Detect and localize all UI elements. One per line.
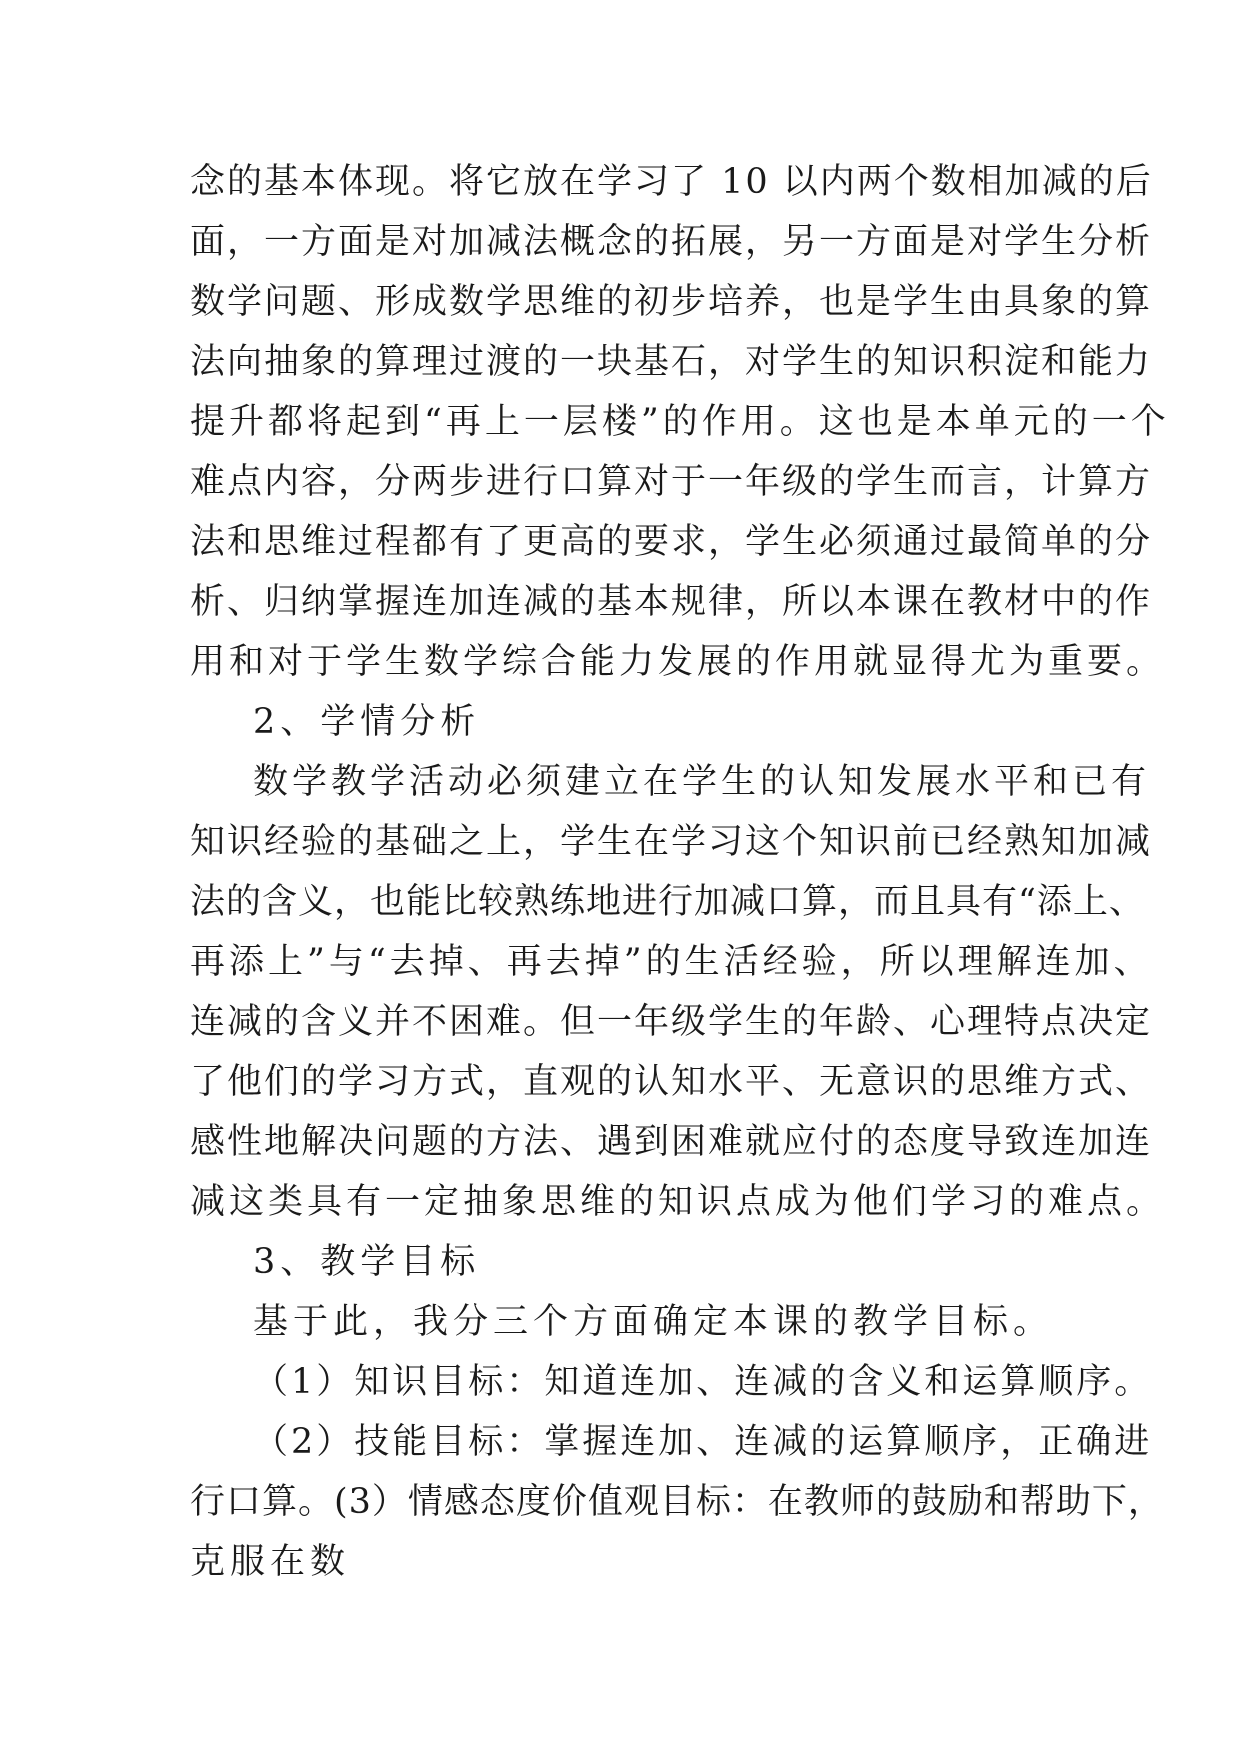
- paragraph-line: 用和对于学生数学综合能力发展的作用就显得尤为重要。: [190, 642, 1166, 682]
- paragraph-line: 数学教学活动必须建立在学生的认知发展水平和已有: [253, 762, 1151, 802]
- paragraph-line: 念的基本体现。将它放在学习了 10 以内两个数相加减的后: [190, 162, 1153, 202]
- paragraph-line: 法的含义，也能比较熟练地进行加减口算，而且具有“添上、: [190, 882, 1145, 922]
- paragraph-line: 提升都将起到“再上一层楼”的作用。这也是本单元的一个: [190, 402, 1170, 442]
- paragraph-line: 行口算。(3）情感态度价值观目标：在教师的鼓励和帮助下，: [190, 1482, 1164, 1522]
- paragraph-line: 法和思维过程都有了更高的要求，学生必须通过最简单的分: [190, 522, 1153, 562]
- paragraph-line: 知识经验的基础之上，学生在学习这个知识前已经熟知加减: [190, 822, 1153, 862]
- paragraph-line: 感性地解决问题的方法、遇到困难就应付的态度导致连加连: [190, 1122, 1153, 1162]
- list-item: （2）技能目标：掌握连加、连减的运算顺序，正确进: [253, 1422, 1153, 1462]
- paragraph-line: 连减的含义并不困难。但一年级学生的年龄、心理特点决定: [190, 1002, 1153, 1042]
- paragraph-line: 基于此，我分三个方面确定本课的教学目标。: [253, 1302, 1054, 1342]
- section-heading: 2、学情分析: [253, 702, 481, 742]
- paragraph-line: 数学问题、形成数学思维的初步培养，也是学生由具象的算: [190, 282, 1153, 322]
- paragraph-line: 法向抽象的算理过渡的一块基石，对学生的知识积淀和能力: [190, 342, 1153, 382]
- paragraph-line: 了他们的学习方式，直观的认知水平、无意识的思维方式、: [190, 1062, 1153, 1102]
- paragraph-line: 难点内容，分两步进行口算对于一年级的学生而言，计算方: [190, 462, 1153, 502]
- paragraph-line: 析、归纳掌握连加连减的基本规律，所以本课在教材中的作: [190, 582, 1153, 622]
- list-item: （1）知识目标：知道连加、连减的含义和运算顺序。: [253, 1362, 1153, 1402]
- paragraph-line: 再添上”与“去掉、再去掉”的生活经验，所以理解连加、: [190, 942, 1153, 982]
- paragraph-line: 减这类具有一定抽象思维的知识点成为他们学习的难点。: [190, 1182, 1166, 1222]
- paragraph-line: 克服在数: [190, 1542, 351, 1582]
- section-heading: 3、教学目标: [253, 1242, 481, 1282]
- paragraph-line: 面，一方面是对加减法概念的拓展，另一方面是对学生分析: [190, 222, 1153, 262]
